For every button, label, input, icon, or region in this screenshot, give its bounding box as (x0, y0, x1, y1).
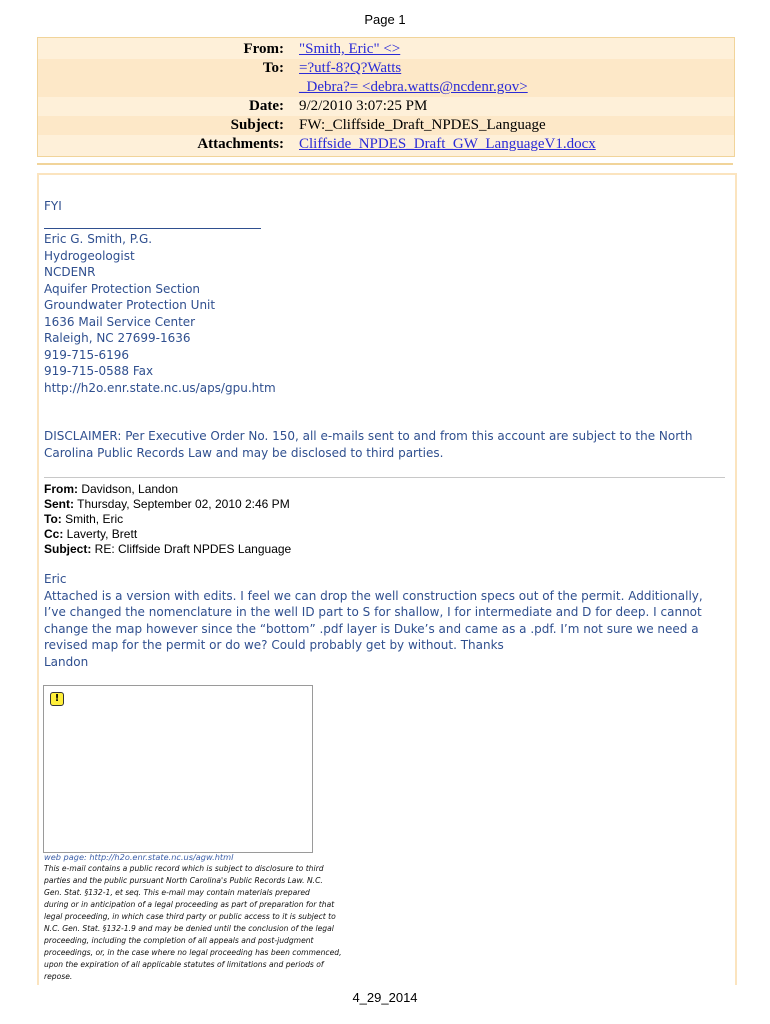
attachment-link[interactable]: Cliffside_NPDES_Draft_GW_LanguageV1.docx (299, 136, 596, 152)
footer-notice-line: proceedings, or, in the case where no legal proceeding has been commenced, (44, 948, 342, 957)
page-date-label: 4_29_2014 (352, 990, 418, 1005)
forwarded-from (44, 482, 178, 497)
forward-separator (44, 477, 725, 478)
footer-notice-line: parties and the public pursuant North Carolina's Public Records Law. N.C. (44, 876, 323, 885)
signature-phone: 919-715-6196 (44, 347, 130, 362)
header-subject-label: Subject: (230, 117, 284, 133)
disclaimer-line2: Carolina Public Records Law and may be disclosed to third parties. (44, 445, 444, 460)
signature-rule (44, 228, 261, 229)
forwarded-sent-label: Sent: (44, 497, 74, 511)
body-line: Attached is a version with edits. I feel we can drop the well construction specs out of the permit. Additionally, (44, 588, 703, 603)
footer-notice-line: upon the expiration of all applicable statutes of limitations and periods of (44, 960, 324, 969)
forwarded-to-label: To: (44, 512, 62, 526)
signature-city: Raleigh, NC 27699-1636 (44, 331, 191, 345)
signature-title: Hydrogeologist (44, 248, 135, 263)
email-header (37, 37, 735, 157)
forwarded-sent-value: Thursday, September 02, 2010 2:46 PM (74, 497, 290, 511)
body-line: I’ve changed the nomenclature in the well ID part to S for shallow, I for intermediate and D for deep. I cannot (44, 605, 702, 619)
signature-section: Aquifer Protection Section (44, 281, 201, 296)
footer-web-page[interactable]: web page: http://h2o.enr.state.nc.us/agw.html (44, 852, 234, 862)
body-line: revised map for the permit or do we? Could probably get by without. Thanks (44, 638, 504, 652)
header-to-value-line2[interactable]: _Debra?= <debra.watts@ncdenr.gov> (299, 79, 528, 95)
forwarded-from-label: From: (44, 482, 78, 496)
signature-address: 1636 Mail Service Center (44, 314, 196, 329)
header-attachments-label: Attachments: (197, 136, 284, 152)
header-date-value: 9/2/2010 3:07:25 PM (299, 98, 428, 114)
forwarded-subject (44, 542, 291, 557)
header-to-value-line1[interactable]: =?utf-8?Q?Watts (299, 60, 402, 76)
forwarded-from-value: Davidson, Landon (78, 482, 179, 496)
footer-notice-line: This e-mail contains a public record which is subject to disclosure to third (44, 864, 324, 873)
signature-fax: 919-715-0588 Fax (44, 364, 154, 378)
header-to-label: To: (262, 60, 284, 76)
signature-url[interactable]: http://h2o.enr.state.nc.us/aps/gpu.htm (44, 380, 276, 395)
footer-notice-line: during or in anticipation of a legal proceeding as part of preparation for that (44, 900, 335, 909)
forwarded-subject-value: RE: Cliffside Draft NPDES Language (91, 542, 292, 556)
signature-unit: Groundwater Protection Unit (44, 298, 216, 312)
header-from-value[interactable]: "Smith, Eric" <> (299, 41, 401, 57)
forwarded-cc-value: Laverty, Brett (63, 527, 138, 541)
header-subject-row (38, 116, 734, 135)
forwarded-cc (44, 527, 137, 542)
footer-notice-line: proceeding, including the completion of all appeals and post-judgment (44, 936, 314, 945)
body-line: change the map however since the “bottom” .pdf layer is Duke’s and came as a .pdf. I’m not sure we need a (44, 621, 699, 636)
header-to-row (38, 59, 734, 97)
signature-name: Eric G. Smith, P.G. (44, 232, 153, 246)
body-signoff: Landon (44, 654, 89, 669)
disclaimer-line1: DISCLAIMER: Per Executive Order No. 150, all e-mails sent to and from this account are subject to the North (44, 429, 693, 443)
header-divider (37, 163, 733, 165)
fyi-text: FYI (44, 199, 62, 213)
missing-image-placeholder (43, 685, 313, 853)
header-from-label: From: (243, 41, 284, 57)
forwarded-to-value: Smith, Eric (61, 512, 124, 526)
footer-notice-line: Gen. Stat. §132-1, et seq. This e-mail may contain materials prepared (44, 888, 310, 897)
forwarded-subject-label: Subject: (44, 542, 92, 556)
forwarded-to (44, 512, 123, 527)
warning-icon: ! (50, 692, 64, 706)
footer-notice-line: repose. (44, 972, 73, 981)
footer-notice-line: legal proceeding, in which case third party or public access to it is subject to (44, 912, 336, 921)
forwarded-cc-label: Cc: (44, 527, 64, 541)
body-greeting: Eric (44, 572, 67, 586)
page-number-label: Page 1 (364, 12, 406, 27)
header-subject-value: FW:_Cliffside_Draft_NPDES_Language (299, 117, 546, 133)
header-date-label: Date: (249, 98, 284, 114)
forwarded-sent (44, 497, 290, 512)
signature-org: NCDENR (44, 265, 96, 279)
footer-notice-line: N.C. Gen. Stat. §132-1.9 and may be denied until the conclusion of the legal (44, 924, 334, 933)
